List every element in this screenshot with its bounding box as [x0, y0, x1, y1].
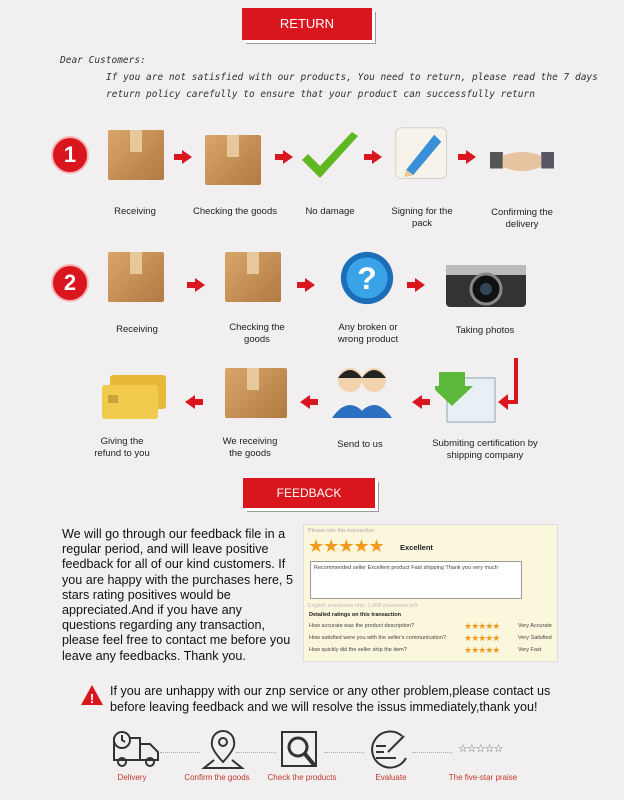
five-star-outline-icon: ☆☆☆☆☆ [458, 743, 503, 755]
step-label: Checking the goods [229, 322, 285, 345]
step-label: Receiving [116, 324, 158, 335]
arrow-left-icon [185, 395, 195, 409]
step-label: Signing for the pack [391, 206, 453, 229]
open-box-icon [205, 135, 261, 185]
arrow-right-icon [283, 150, 293, 164]
arrow-left-icon [412, 395, 422, 409]
step-label: Receiving [114, 206, 156, 217]
detail-stars-icon[interactable]: ★★★★★ [464, 633, 500, 643]
rating-panel [303, 524, 558, 662]
location-pin-icon [198, 730, 248, 770]
handshake-icon [490, 135, 554, 191]
step-label: No damage [305, 206, 355, 217]
detail-a-2: Very Satisfied [518, 635, 552, 641]
checkmark-icon [298, 130, 362, 186]
arrow-right-icon [305, 278, 315, 292]
rate-prompt: Please rate this transaction [308, 528, 375, 534]
step-label: Any broken or wrong product [337, 322, 399, 345]
svg-text:!: ! [89, 691, 95, 706]
arrow-left-icon [300, 395, 310, 409]
feedback-text: We will go through our feedback file in a regular period, and will leave positive feedback for all of our kind customers. If you are happy with the purchases here, 5 stars rating positives would be appreciated.And if you have any questions regarding any transaction, please feel free to contact me before you leave any feedbacks. Thank you. [62, 527, 294, 663]
arrow-right-icon [372, 150, 382, 164]
process-label: Confirm the goods [184, 773, 250, 782]
warning-text: If you are unhappy with our znp service or any other problem,please contact us before leaving feedback and we will resolve the issus immediately,thank you! [110, 684, 551, 714]
detail-a-1: Very Accurate [518, 623, 552, 629]
overall-stars-icon[interactable]: ★★★★★ [308, 536, 384, 556]
document-download-icon [435, 368, 499, 424]
detail-q-2: How satisfied were you with the seller's communication? [309, 635, 447, 641]
credit-card-icon [100, 370, 170, 426]
camera-icon [444, 256, 528, 312]
customer-service-icon [330, 362, 394, 418]
step-number-2: 2 [53, 266, 87, 300]
detail-stars-icon[interactable]: ★★★★★ [464, 621, 500, 631]
step-number-1: 1 [53, 138, 87, 172]
comment-textarea[interactable] [310, 561, 522, 599]
arrow-right-icon [182, 150, 192, 164]
step-label: We receiving the goods [222, 436, 278, 459]
intro-line-2: return policy carefully to ensure that your product can successfully return [106, 89, 535, 100]
step-label: Submiting certification by shipping company [432, 438, 538, 461]
process-label: The five-star praise [448, 773, 518, 782]
step-label: Checking the goods [193, 206, 277, 217]
step-label: Taking photos [455, 325, 515, 336]
greeting: Dear Customers: [60, 55, 146, 66]
intro-line-1: If you are not satisfied with our products, You need to return, please read the 7 days [106, 72, 598, 83]
arrow-down-left-icon [498, 358, 522, 414]
detail-a-3: Very Fast [518, 647, 542, 653]
package-icon [225, 368, 287, 418]
sealed-box-icon [108, 130, 164, 180]
detail-stars-icon[interactable]: ★★★★★ [464, 645, 500, 655]
arrow-right-icon [195, 278, 205, 292]
open-box-icon [225, 252, 281, 302]
sealed-box-icon [108, 252, 164, 302]
warning-icon [80, 684, 104, 706]
detail-q-3: How quickly did the seller ship the item? [309, 647, 407, 653]
process-label: Delivery [117, 773, 147, 782]
step-label: Giving the refund to you [94, 436, 150, 459]
rating-label: Excellent [400, 543, 433, 552]
process-label: Check the products [267, 773, 337, 782]
svg-text:?: ? [357, 260, 377, 297]
return-banner: RETURN [242, 8, 372, 40]
detail-title: Detailed ratings on this transaction [309, 612, 401, 618]
magnifier-icon [280, 730, 330, 770]
question-mark-icon [335, 250, 399, 306]
feedback-banner: FEEDBACK [243, 478, 375, 508]
evaluate-checklist-icon [366, 730, 416, 770]
step-label: Send to us [337, 439, 383, 450]
pencil-sign-icon [390, 126, 454, 182]
comment-text: Recommended seller Excellent product Fast shipping Thank you very much [314, 565, 498, 571]
step-label: Confirming the delivery [491, 207, 553, 230]
arrow-right-icon [466, 150, 476, 164]
process-label: Evaluate [375, 773, 407, 782]
delivery-truck-icon [112, 730, 162, 770]
detail-q-1: How accurate was the product description? [309, 623, 415, 629]
char-note: English characters only. 1,908 characters left. [308, 603, 419, 609]
arrow-right-icon [415, 278, 425, 292]
